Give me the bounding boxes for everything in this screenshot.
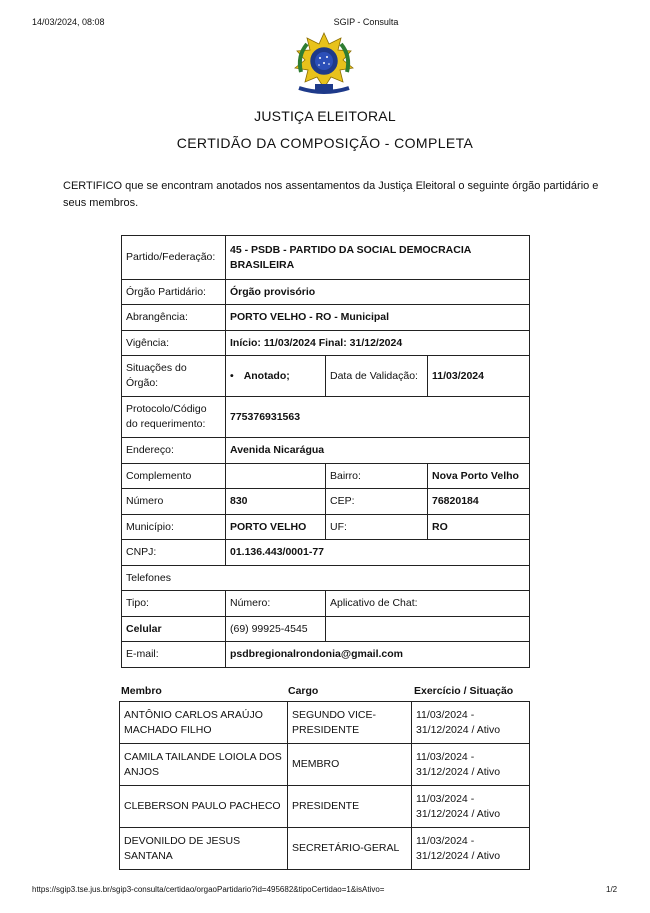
membro-cargo: MEMBRO bbox=[288, 744, 412, 786]
print-page-title: SGIP - Consulta bbox=[333, 17, 399, 27]
row-telefones bbox=[122, 566, 530, 591]
membro-name: CAMILA TAILANDE LOIOLA DOS ANJOS bbox=[120, 744, 288, 786]
row-endereco bbox=[122, 438, 530, 464]
bullet-icon: • bbox=[230, 369, 234, 382]
tipo-label: Tipo: bbox=[122, 591, 226, 617]
membro-exercicio: 11/03/2024 - 31/12/2024 / Ativo bbox=[412, 702, 530, 744]
partido-label: Partido/Federação: bbox=[122, 236, 226, 280]
orgao-label: Órgão Partidário: bbox=[122, 280, 226, 305]
numero-label: Número bbox=[122, 489, 226, 515]
aplicativo-label: Aplicativo de Chat: bbox=[326, 591, 530, 617]
cnpj-label: CNPJ: bbox=[122, 540, 226, 566]
cargo-header: Cargo bbox=[288, 685, 319, 697]
table-row bbox=[120, 828, 530, 870]
cep-label: CEP: bbox=[326, 489, 428, 515]
brasao-republica-icon bbox=[293, 32, 355, 96]
print-datetime: 14/03/2024, 08:08 bbox=[32, 17, 105, 27]
membro-name: CLEBERSON PAULO PACHECO bbox=[120, 786, 288, 828]
validacao-label: Data de Validação: bbox=[326, 356, 428, 397]
uf-label: UF: bbox=[326, 515, 428, 540]
situacoes-cell bbox=[226, 356, 326, 397]
orgao-value: Órgão provisório bbox=[226, 280, 530, 305]
footer-url[interactable]: https://sgip3.tse.jus.br/sgip3-consulta/certidao/orgaoPartidario?id=495682&tipoCertidao=1&isAtivo= bbox=[32, 885, 385, 894]
membro-cargo: SEGUNDO VICE-PRESIDENTE bbox=[288, 702, 412, 744]
row-abrangencia bbox=[122, 305, 530, 331]
membros-table bbox=[119, 701, 530, 870]
membro-name: ANTÔNIO CARLOS ARAÚJO MACHADO FILHO bbox=[120, 702, 288, 744]
membro-exercicio: 11/03/2024 - 31/12/2024 / Ativo bbox=[412, 786, 530, 828]
table-row bbox=[120, 702, 530, 744]
membro-cargo: SECRETÁRIO-GERAL bbox=[288, 828, 412, 870]
table-row bbox=[120, 744, 530, 786]
cnpj-value: 01.136.443/0001-77 bbox=[226, 540, 530, 566]
table-row bbox=[120, 786, 530, 828]
telefones-label: Telefones bbox=[122, 566, 530, 591]
situacoes-value: Anotado; bbox=[243, 369, 290, 382]
row-protocolo bbox=[122, 397, 530, 438]
email-value: psdbregionalrondonia@gmail.com bbox=[226, 642, 530, 668]
membro-cargo: PRESIDENTE bbox=[288, 786, 412, 828]
row-vigencia bbox=[122, 331, 530, 356]
abrangencia-label: Abrangência: bbox=[122, 305, 226, 331]
protocolo-value: 775376931563 bbox=[226, 397, 530, 438]
numero-tel-label: Número: bbox=[226, 591, 326, 617]
membro-exercicio: 11/03/2024 - 31/12/2024 / Ativo bbox=[412, 828, 530, 870]
abrangencia-value: PORTO VELHO - RO - Municipal bbox=[226, 305, 530, 331]
row-tel-header bbox=[122, 591, 530, 617]
membro-header: Membro bbox=[121, 685, 162, 697]
orgao-table bbox=[121, 235, 530, 668]
bairro-value: Nova Porto Velho bbox=[428, 464, 530, 489]
page-number: 1/2 bbox=[606, 885, 618, 894]
numero-value: 830 bbox=[226, 489, 326, 515]
row-numero bbox=[122, 489, 530, 515]
tel-tipo: Celular bbox=[122, 617, 226, 642]
tel-numero: (69) 99925-4545 bbox=[226, 617, 326, 642]
complemento-value bbox=[226, 464, 326, 489]
uf-value: RO bbox=[428, 515, 530, 540]
protocolo-label: Protocolo/Código do requerimento: bbox=[122, 397, 226, 438]
row-orgao bbox=[122, 280, 530, 305]
email-label: E-mail: bbox=[122, 642, 226, 668]
row-email bbox=[122, 642, 530, 668]
bairro-label: Bairro: bbox=[326, 464, 428, 489]
tel-aplicativo bbox=[326, 617, 530, 642]
cep-value: 76820184 bbox=[428, 489, 530, 515]
row-complemento bbox=[122, 464, 530, 489]
exercicio-header: Exercício / Situação bbox=[414, 685, 514, 697]
vigencia-label: Vigência: bbox=[122, 331, 226, 356]
endereco-label: Endereço: bbox=[122, 438, 226, 464]
row-municipio bbox=[122, 515, 530, 540]
validacao-value: 11/03/2024 bbox=[428, 356, 530, 397]
membro-exercicio: 11/03/2024 - 31/12/2024 / Ativo bbox=[412, 744, 530, 786]
document-subtitle: CERTIDÃO DA COMPOSIÇÃO - COMPLETA bbox=[176, 135, 474, 151]
situacoes-label: Situações do Órgão: bbox=[122, 356, 226, 397]
vigencia-value: Início: 11/03/2024 Final: 31/12/2024 bbox=[226, 331, 530, 356]
membro-name: DEVONILDO DE JESUS SANTANA bbox=[120, 828, 288, 870]
row-situacoes bbox=[122, 356, 530, 397]
row-tel-data bbox=[122, 617, 530, 642]
document-title: JUSTIÇA ELEITORAL bbox=[254, 108, 396, 124]
row-cnpj bbox=[122, 540, 530, 566]
certifico-paragraph: CERTIFICO que se encontram anotados nos assentamentos da Justiça Eleitoral o seguinte órgão partidário e seus membros. bbox=[63, 180, 599, 209]
municipio-label: Município: bbox=[122, 515, 226, 540]
partido-value: 45 - PSDB - PARTIDO DA SOCIAL DEMOCRACIA BRASILEIRA bbox=[226, 236, 530, 280]
row-partido bbox=[122, 236, 530, 280]
municipio-value: PORTO VELHO bbox=[226, 515, 326, 540]
endereco-value: Avenida Nicarágua bbox=[226, 438, 530, 464]
complemento-label: Complemento bbox=[122, 464, 226, 489]
